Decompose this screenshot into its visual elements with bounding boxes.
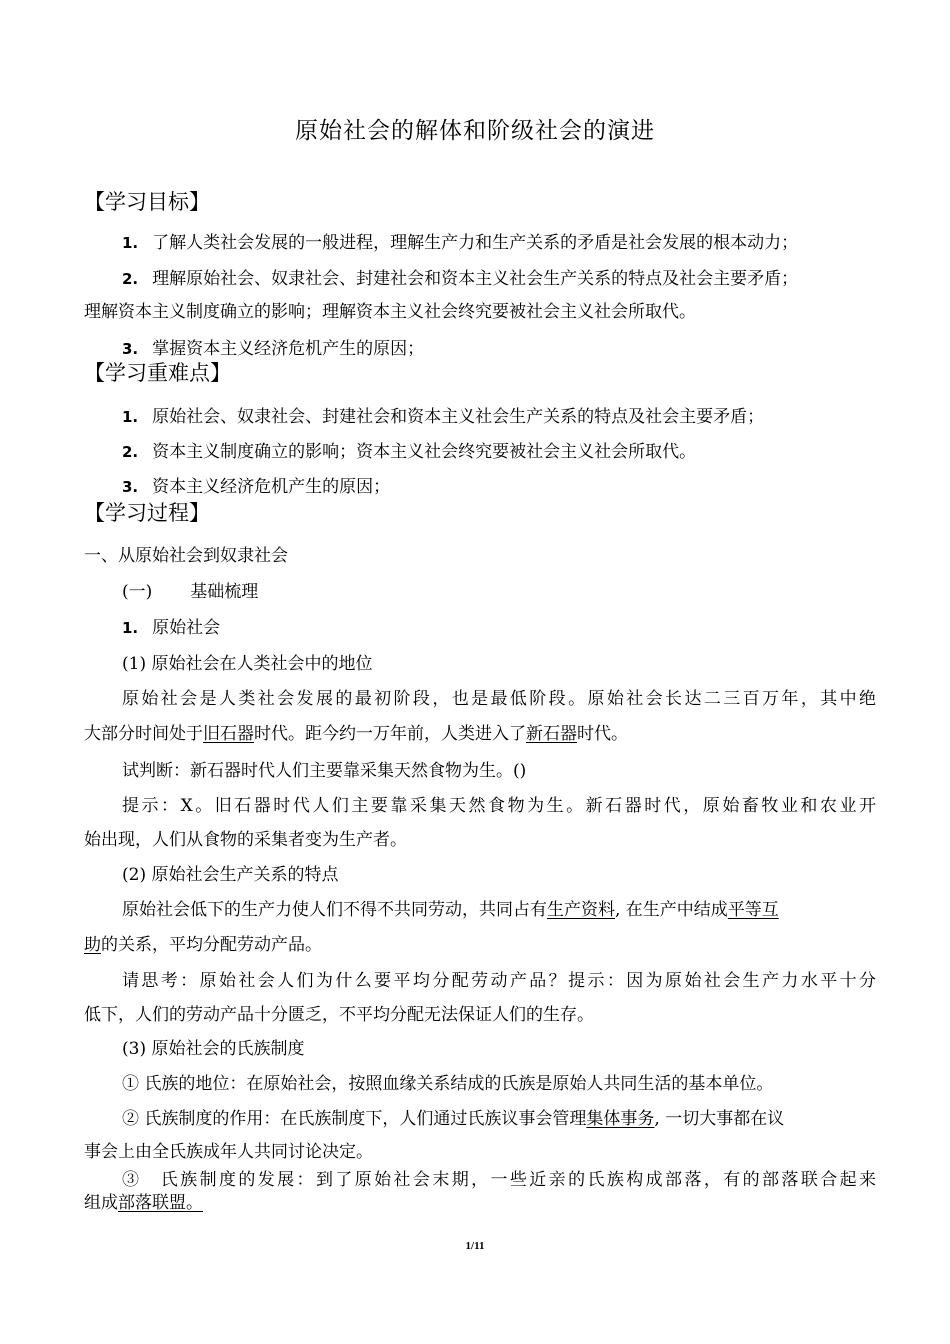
part-heading: 一、从原始社会到奴隶社会 xyxy=(84,546,288,566)
goals-heading: 【学习目标】 xyxy=(84,190,210,214)
clan-item-3-b xyxy=(84,1188,203,1213)
goal-text-2: 理解原始社会、奴隶社会、封建社会和资本主义社会生产关系的特点及社会主要矛盾； xyxy=(152,269,799,289)
clan-item-2-b: 事会上由全氏族成年人共同讨论决定。 xyxy=(84,1142,373,1162)
clan-item-2-a xyxy=(122,1104,784,1129)
underline-equal-mutual: 平等互 xyxy=(727,900,779,920)
clan-3-text-1: 组成 xyxy=(84,1193,118,1213)
point-2-text-1: 原始社会低下的生产力使人们不得不共同劳动，共同占有 xyxy=(122,900,547,920)
point-1-text-1: 大部分时间处于 xyxy=(84,724,203,744)
point-1-para-b xyxy=(84,719,628,744)
think-para-a: 请思考：原始社会人们为什么要平均分配劳动产品？提示：因为原始社会生产力水平十分 xyxy=(122,971,876,991)
judge-question: 试判断：新石器时代人们主要靠采集天然食物为生。() xyxy=(122,761,527,781)
item-heading-text: 原始社会 xyxy=(152,618,221,638)
point-2-text-2: , 在生产中结成 xyxy=(615,900,728,920)
clan-2-text-1: ② 氏族制度的作用：在氏族制度下，人们通过氏族议事会管理 xyxy=(122,1109,587,1129)
goal-item-1 xyxy=(122,228,798,253)
clan-2-text-2: , 一切大事都在议 xyxy=(654,1109,785,1129)
goal-item-3 xyxy=(122,334,424,359)
underline-old-stone: 旧石器 xyxy=(203,724,254,744)
hint-para-a: 提示：X。旧石器时代人们主要靠采集天然食物为生。新石器时代，原始畜牧业和农业开 xyxy=(122,796,876,816)
point-2-title: (2) 原始社会生产关系的特点 xyxy=(122,865,339,885)
underline-collective-affairs: 集体事务 xyxy=(586,1109,655,1129)
key-heading: 【学习重难点】 xyxy=(84,361,231,385)
key-num-1: 1. xyxy=(122,408,139,426)
sub-heading-num: (一) xyxy=(122,582,153,602)
hint-para-b: 始出现，人们从食物的采集者变为生产者。 xyxy=(84,830,407,850)
point-1-text-2: 时代。距今约一万年前，人类进入了 xyxy=(254,724,526,744)
sub-heading xyxy=(122,577,258,602)
key-text-2: 资本主义制度确立的影响；资本主义社会终究要被社会主义社会所取代。 xyxy=(152,442,697,462)
underline-help: 助 xyxy=(84,935,101,955)
underline-new-stone: 新石器 xyxy=(526,724,577,744)
point-3-title: (3) 原始社会的氏族制度 xyxy=(122,1039,305,1059)
page-title: 原始社会的解体和阶级社会的演进 xyxy=(295,118,655,144)
key-item-3 xyxy=(122,472,390,497)
point-1-para-a: 原始社会是人类社会发展的最初阶段，也是最低阶段。原始社会长达二三百万年，其中绝 xyxy=(122,689,876,709)
clan-item-3-a: ③ 氏族制度的发展：到了原始社会末期，一些近亲的氏族构成部落，有的部落联合起来 xyxy=(122,1170,876,1190)
underline-tribal-alliance: 部落联盟。 xyxy=(118,1193,203,1213)
think-para-b: 低下，人们的劳动产品十分匮乏，不平均分配无法保证人们的生存。 xyxy=(84,1005,594,1025)
point-2-para-b xyxy=(84,930,322,955)
clan-item-1: ① 氏族的地位：在原始社会，按照血缘关系结成的氏族是原始人共同生活的基本单位。 xyxy=(122,1074,774,1094)
key-text-3: 资本主义经济危机产生的原因； xyxy=(152,477,391,497)
goal-num-3: 3. xyxy=(122,340,139,358)
point-2-para-a xyxy=(122,895,779,920)
goal-text-2-cont: 理解资本主义制度确立的影响；理解资本主义社会终究要被社会主义社会所取代。 xyxy=(84,302,696,322)
goal-num-2: 2. xyxy=(122,270,139,288)
sub-heading-text: 基础梳理 xyxy=(190,582,259,602)
process-heading: 【学习过程】 xyxy=(84,501,210,525)
goal-text-3: 掌握资本主义经济危机产生的原因； xyxy=(152,339,425,359)
point-1-title: (1) 原始社会在人类社会中的地位 xyxy=(122,654,373,674)
goal-item-2 xyxy=(122,264,798,289)
point-1-text-3: 时代。 xyxy=(577,724,628,744)
goal-text-1: 了解人类社会发展的一般进程，理解生产力和生产关系的矛盾是社会发展的根本动力； xyxy=(152,233,799,253)
point-2-text-3: 的关系，平均分配劳动产品。 xyxy=(101,935,322,955)
item-heading-num: 1. xyxy=(122,619,139,637)
key-text-1: 原始社会、奴隶社会、封建社会和资本主义社会生产关系的特点及社会主要矛盾； xyxy=(152,407,765,427)
page-number: 1/11 xyxy=(465,1240,485,1252)
key-item-1 xyxy=(122,402,764,427)
key-item-2 xyxy=(122,437,696,462)
underline-means-of-production: 生产资料 xyxy=(547,900,615,920)
goal-num-1: 1. xyxy=(122,234,139,252)
key-num-2: 2. xyxy=(122,443,139,461)
item-heading xyxy=(122,613,220,638)
key-num-3: 3. xyxy=(122,478,139,496)
